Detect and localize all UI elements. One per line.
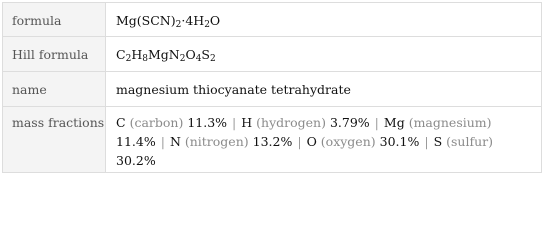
separator: |: [297, 134, 302, 149]
element-name: (sulfur): [446, 134, 493, 149]
element-symbol: O: [306, 134, 317, 149]
separator: |: [232, 115, 237, 130]
label-formula: formula: [3, 3, 106, 37]
mass-fraction-item: [116, 115, 227, 130]
hill-subscript: 2: [210, 54, 216, 64]
value-hill-formula: [106, 37, 542, 72]
row-name: [3, 72, 542, 107]
element-symbol: C: [116, 115, 126, 130]
formula-part: Mg(SCN): [116, 13, 176, 28]
element-name: (carbon): [129, 115, 184, 130]
element-fraction: 13.2%: [252, 134, 293, 149]
hill-subscript: 2: [125, 54, 132, 64]
label-hill-formula: Hill formula: [3, 37, 106, 72]
hill-subscript: 4: [195, 54, 202, 64]
mass-fraction-item: [241, 115, 369, 130]
element-fraction: 30.2%: [116, 153, 156, 168]
element-name: (magnesium): [408, 115, 492, 130]
element-fraction: 30.1%: [379, 134, 420, 149]
element-name: (hydrogen): [256, 115, 326, 130]
element-symbol: N: [169, 134, 181, 149]
element-symbol: S: [433, 134, 443, 149]
hill-subscript: 8: [142, 54, 148, 64]
properties-table: [2, 2, 542, 173]
hill-part: C: [116, 47, 126, 62]
hill-part: S: [201, 47, 210, 62]
separator: |: [374, 115, 379, 130]
element-name: (nitrogen): [184, 134, 249, 149]
value-mass-fractions: [106, 107, 542, 173]
hill-part: H: [131, 47, 143, 62]
formula-subscript: 2: [204, 20, 210, 30]
formula-part: O: [209, 13, 221, 28]
element-fraction: 11.3%: [187, 115, 228, 130]
element-fraction: 11.4%: [116, 134, 156, 149]
hill-subscript: 2: [179, 54, 186, 64]
separator: |: [160, 134, 165, 149]
row-hill-formula: [3, 37, 542, 72]
value-formula: [106, 3, 542, 37]
formula-subscript: 2: [175, 20, 182, 30]
label-name: name: [3, 72, 106, 107]
mass-fraction-item: [170, 134, 292, 149]
row-mass-fractions: [3, 107, 542, 173]
element-fraction: 3.79%: [329, 115, 370, 130]
hill-part: MgN: [147, 47, 180, 62]
value-name: magnesium thiocyanate tetrahydrate: [106, 72, 542, 107]
element-symbol: H: [241, 115, 253, 130]
label-mass-fractions: mass fractions: [3, 107, 106, 173]
element-symbol: Mg: [383, 115, 405, 130]
mass-fraction-item: [307, 134, 420, 149]
hill-part: O: [185, 47, 196, 62]
element-name: (oxygen): [320, 134, 376, 149]
separator: |: [424, 134, 429, 149]
row-formula: [3, 3, 542, 37]
formula-part: ·4H: [181, 13, 205, 28]
